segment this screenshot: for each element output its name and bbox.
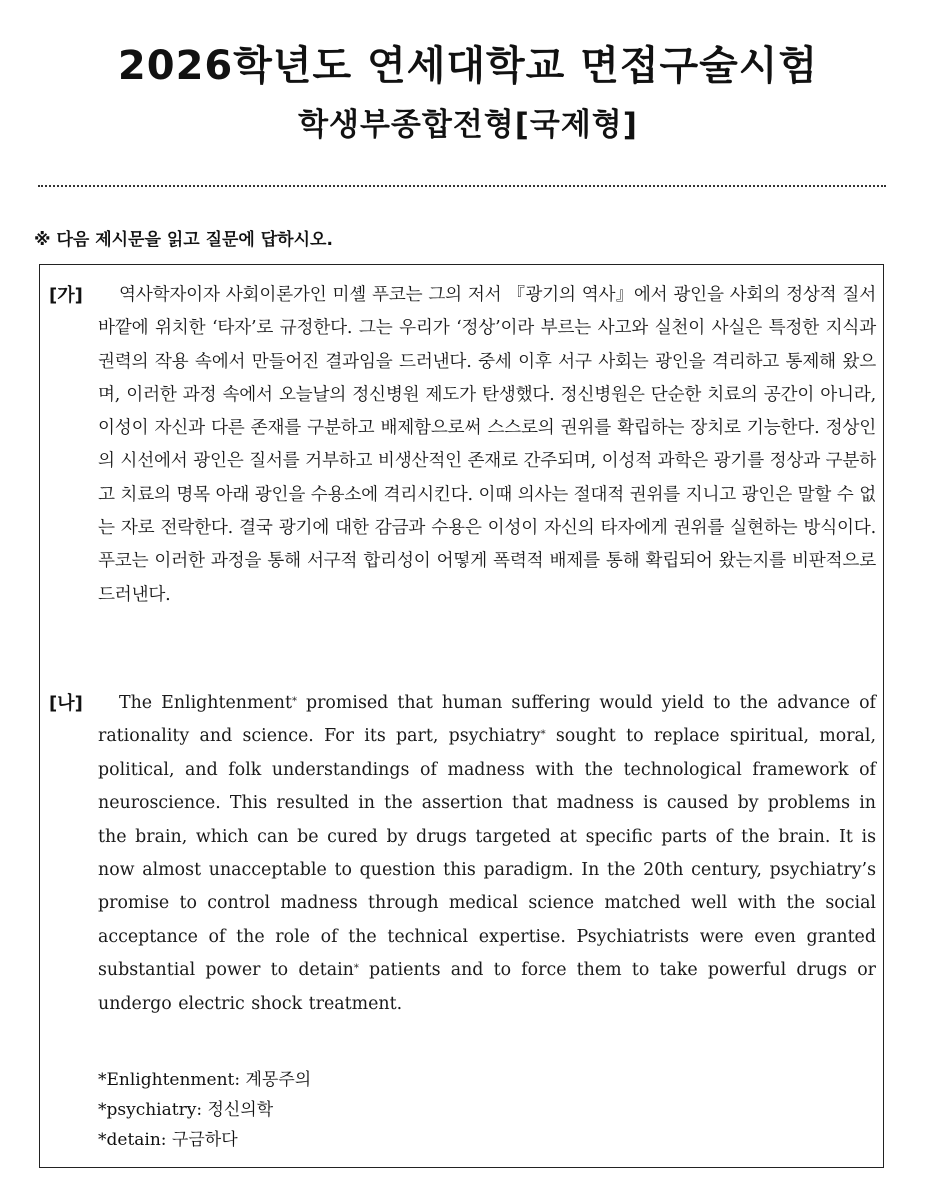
passage-na-segment: The Enlightenment [119, 693, 292, 713]
footnotes [98, 1065, 311, 1155]
passage-na-segment: promised that human suffering would yield to the advance of rationality and science. For its part, psychiatry [98, 693, 876, 747]
footnote-psychiatry: *psychiatry: 정신의학 [98, 1100, 274, 1120]
footnote-enlightenment: *Enlightenment: 계몽주의 [98, 1070, 312, 1090]
passage-na-segment: patients and to force them to take powerful drugs or undergo electric shock treatment. [98, 960, 876, 1014]
footnote-detain: *detain: 구금하다 [98, 1130, 238, 1150]
footnote-mark: * [291, 696, 297, 707]
footnote-mark: * [353, 963, 359, 975]
passage-na-text [98, 687, 876, 1021]
passage-ga-text: 역사학자이자 사회이론가인 미셸 푸코는 그의 저서 『광기의 역사』에서 광인을 사회의 정상적 질서 바깥에 위치한 ‘타자’로 규정한다. 그는 우리가 ‘정상’이라 부르는 사고와 실천이 사실은 특정한 지식과 권력의 작용 속에서 만들어진 결과임을 드러낸다. 중세 이후 서구 사회는 광인을 격리하고 통제해 왔으며, 이러한 과정 속에서 오늘날의 정신병원 제도가 탄생했다. 정신병원은 단순한 치료의 공간이 아니라, 이성이 자신과 다른 존재를 구분하고 배제함으로써 스스로의 권위를 확립하는 장치로 기능한다. 정상인의 시선에서 광인은 질서를 거부하고 비생산적인 존재로 간주되며, 이성적 과학은 광기를 정상과 구분하고 치료의 명목 아래 광인을 수용소에 격리시킨다. 이때 의사는 절대적 권위를 지니고 광인은 말할 수 없는 자로 전락한다. 결국 광기에 대한 감금과 수용은 이성이 자신의 타자에게 권위를 실현하는 방식이다. 푸코는 이러한 과정을 통해 서구적 합리성이 어떻게 폭력적 배제를 통해 확립되어 왔는지를 비판적으로 드러낸다. [98, 285, 876, 605]
exam-title: 2026학년도 연세대학교 면접구술시험 [117, 43, 819, 89]
passage-marker-na: [나] [49, 693, 83, 714]
passage-marker-ga: [가] [49, 285, 83, 306]
instruction-text: ※ 다음 제시문을 읽고 질문에 답하시오. [34, 230, 333, 250]
passage-box [39, 264, 884, 1168]
exam-subtitle: 학생부종합전형[국제형] [298, 107, 638, 143]
passage-na-segment: sought to replace spiritual, moral, political, and folk understandings of madness with the technological framework of neuroscience. This resulted in the assertion that madness is caused by problems in the brain, which can be cured by drugs targeted at specific parts of the brain. It is now almost unacceptable to question this paradigm. In the 20th century, psychiatry’s promise to control madness through medical science matched well with the social acceptance of the role of the technical expertise. Psychiatrists were even granted substantial power to detain [98, 726, 876, 981]
footnote-mark: * [540, 729, 546, 741]
dotted-divider [38, 185, 886, 187]
